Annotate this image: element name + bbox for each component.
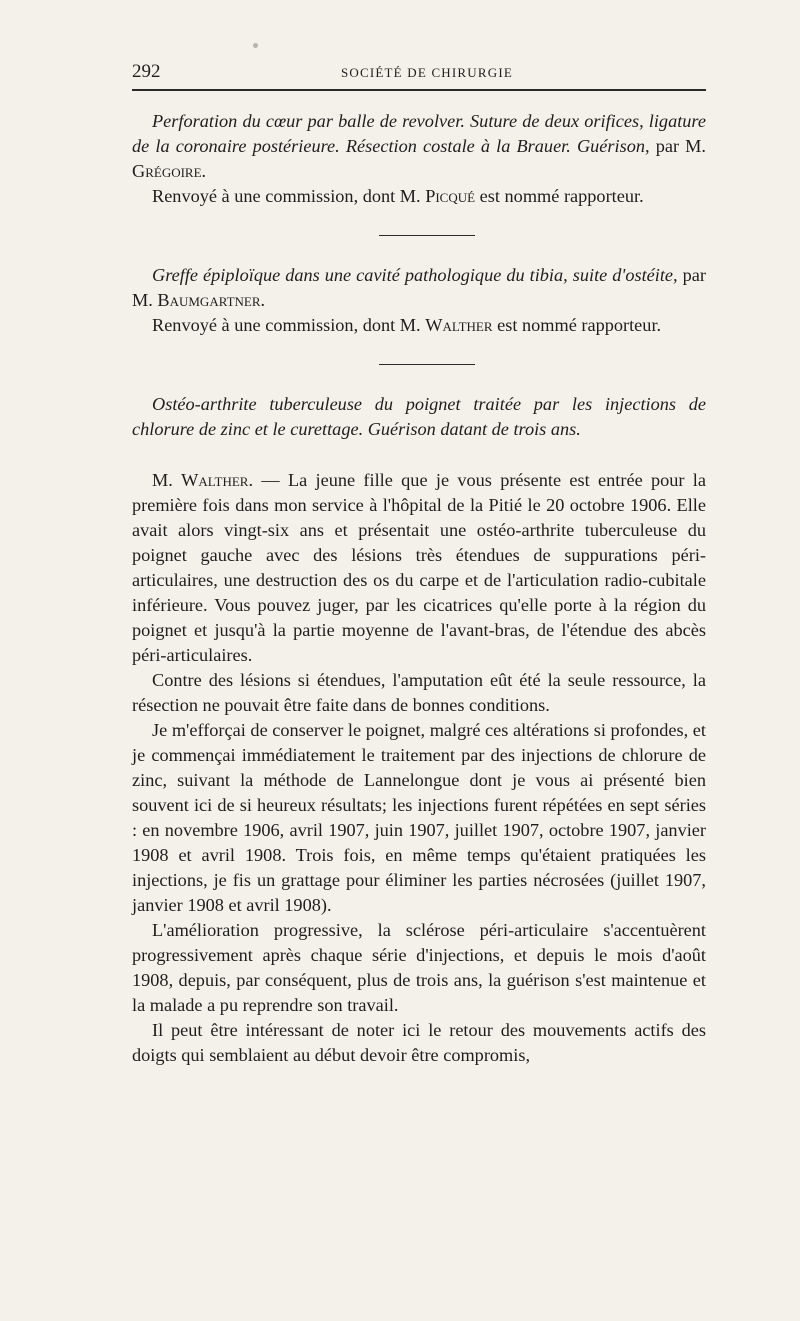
section-separator	[379, 235, 475, 236]
paragraph-text: — La jeune fille que je vous présente est entrée pour la première fois dans mon service à l'hôpital de la Pitié le 20 octobre 1906. Elle avait alors vingt-six ans et présentait une ostéo-arthrite tuberculeuse du poignet gauche avec des lésions très étendues de suppurations péri-articulaires, une destruction des os du carpe et de l'articulation radio-cubitale inférieure. Vous pouvez juger, par les cicatrices qu'elle porte à la région du poignet et jusqu'à la partie moyenne de l'avant-bras, de l'étendue des abcès péri-articulaires.	[132, 470, 706, 665]
article-body	[132, 468, 706, 1068]
referral-suffix: est nommé rapporteur.	[497, 315, 662, 335]
by-prefix: par M.	[132, 265, 706, 310]
communication-title	[132, 263, 706, 313]
journal-title: SOCIÉTÉ DE CHIRURGIE	[340, 65, 514, 80]
by-prefix: par M.	[655, 136, 706, 156]
article-paragraph: Je m'efforçai de conserver le poignet, malgré ces altérations si profondes, et je commençai immédiatement le traitement par des injections de chlorure de zinc, suivant la méthode de Lannelongue dont je vous ai présenté bien souvent ici de si heureux résultats; les injections furent répétées en sept séries : en novembre 1906, avril 1907, juin 1907, juillet 1907, octobre 1907, janvier 1908 et avril 1908. Trois fois, en même temps qu'étaient pratiquées les injections, je fis un grattage pour éliminer les parties nécrosées (juillet 1907, janvier 1908 et avril 1908).	[132, 720, 706, 915]
communication-title-text: Perforation du cœur par balle de revolver. Suture de deux orifices, ligature de la coronaire postérieure. Résection costale à la Brauer. Guérison,	[132, 111, 706, 156]
article-title: Ostéo-arthrite tuberculeuse du poignet traitée par les injections de chlorure de zinc et le curettage. Guérison datant de trois ans.	[132, 394, 706, 439]
speaker-name: Walther	[181, 470, 249, 490]
author-name: Grégoire	[132, 161, 202, 181]
section-separator	[379, 364, 475, 365]
author-suffix: .	[201, 161, 207, 181]
referral-suffix: est nommé rapporteur.	[479, 186, 644, 206]
author-name: Baumgartner	[157, 290, 261, 310]
referral-prefix: Renvoyé à une commission, dont M.	[152, 315, 421, 335]
running-head	[132, 55, 722, 89]
referral-text	[132, 313, 706, 338]
speaker-prefix: M.	[152, 470, 173, 490]
article-paragraph: Contre des lésions si étendues, l'amputation eût été la seule ressource, la résection ne pouvait être faite dans de bonnes conditions.	[132, 670, 706, 715]
page-number: 292	[132, 61, 161, 82]
communication-title	[132, 109, 706, 184]
rapporteur-name: Walther	[425, 315, 493, 335]
referral-prefix: Renvoyé à une commission, dont M.	[152, 186, 421, 206]
page	[132, 55, 722, 1068]
ink-spot	[253, 43, 258, 48]
article-paragraph: L'amélioration progressive, la sclérose péri-articulaire s'accentuèrent progressivement après chaque série d'injections, et depuis le mois d'août 1908, depuis, par conséquent, plus de trois ans, la guérison s'est maintenue et la malade a pu reprendre son travail.	[132, 920, 706, 1015]
author-suffix: .	[260, 290, 266, 310]
article	[132, 392, 706, 1068]
article-paragraph: Il peut être intéressant de noter ici le retour des mouvements actifs des doigts qui semblaient au début devoir être compromis,	[132, 1020, 706, 1065]
header-rule	[132, 89, 706, 91]
communication-entry	[132, 263, 706, 338]
communication-title-text: Greffe épiploïque dans une cavité pathologique du tibia, suite d'ostéite,	[152, 265, 678, 285]
article-paragraph: M. Walther. — La jeune fille que je vous présente est entrée pour la première fois dans mon service à l'hôpital de la Pitié le 20 octobre 1906. Elle avait alors vingt-six ans et présentait une ostéo-arthrite tuberculeuse du poignet gauche avec des lésions très étendues de suppurations péri-articulaires, une destruction des os du carpe et de l'articulation radio-cubitale inférieure. Vous pouvez juger, par les cicatrices qu'elle porte à la région du poignet et jusqu'à la partie moyenne de l'avant-bras, de l'étendue des abcès péri-articulaires.	[132, 470, 706, 665]
referral-text	[132, 184, 706, 209]
communication-entry	[132, 109, 706, 209]
rapporteur-name: Picqué	[425, 186, 476, 206]
